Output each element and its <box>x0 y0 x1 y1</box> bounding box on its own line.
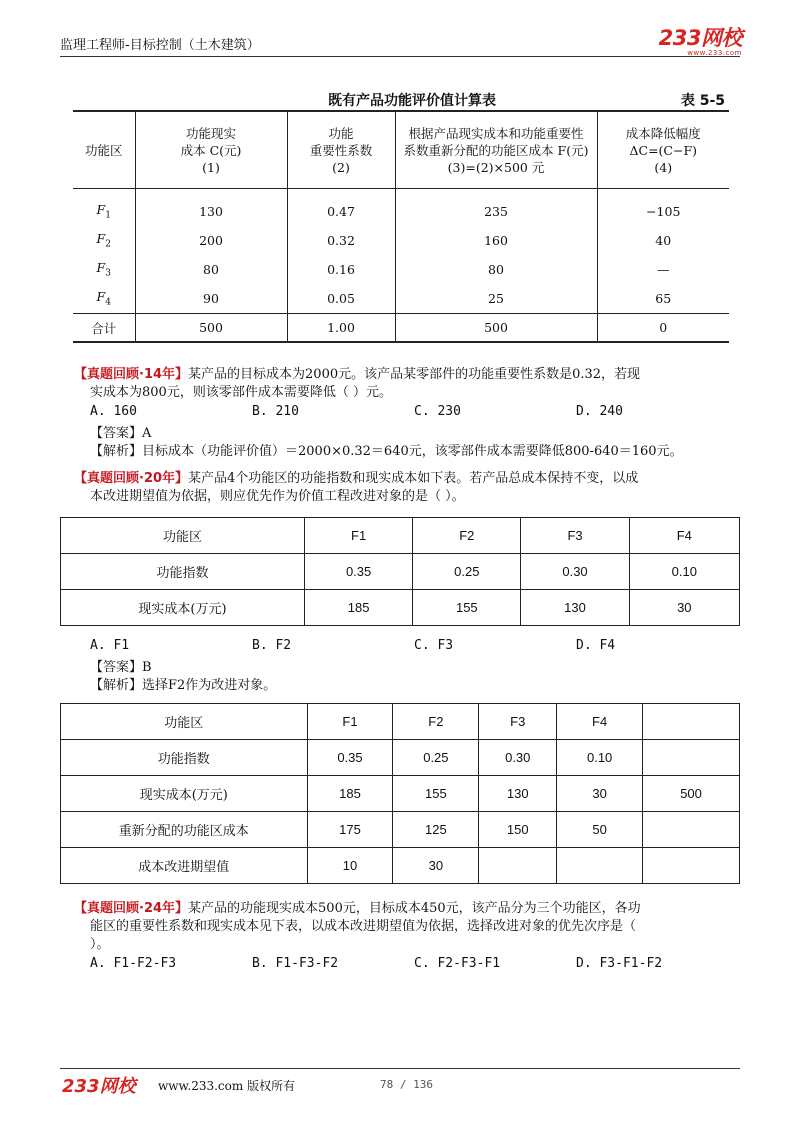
coefficient-cell: 0.47 <box>287 189 395 227</box>
table-cell: 130 <box>479 776 557 812</box>
table-row <box>61 590 740 626</box>
evaluation-table <box>73 110 729 343</box>
table-header-row <box>61 518 740 554</box>
coefficient-cell: 0.16 <box>287 255 395 284</box>
reallocated-cost-cell: 160 <box>395 226 597 255</box>
header-cell: F3 <box>521 518 629 554</box>
footer-logo: 233网校 <box>62 1076 136 1097</box>
header-cell: F4 <box>629 518 739 554</box>
coefficient-cell: 0.05 <box>287 284 395 314</box>
table-cell: 150 <box>479 812 557 848</box>
option-c: C. 230 <box>414 404 461 419</box>
option-a: A. F1-F2-F3 <box>90 956 177 971</box>
total-label: 合计 <box>73 314 135 343</box>
table-cell: 185 <box>307 776 393 812</box>
option-b: B. 210 <box>252 404 299 419</box>
reduction-cell: — <box>597 255 729 284</box>
table-header-row <box>61 704 740 740</box>
table-cell <box>643 740 740 776</box>
table-header-row <box>73 111 729 189</box>
coefficient-cell: 0.32 <box>287 226 395 255</box>
table-cell: 50 <box>557 812 643 848</box>
header-cell: F2 <box>393 704 479 740</box>
q20-solution-table <box>60 703 740 884</box>
header-cell: F4 <box>557 704 643 740</box>
header-cell: F1 <box>307 704 393 740</box>
question-tag: 【真题回顾·20年】 <box>74 471 189 486</box>
table-row <box>61 740 740 776</box>
function-area-cell: $F_1$ <box>96 202 111 221</box>
table-row <box>73 189 729 227</box>
table-cell: 30 <box>629 590 739 626</box>
option-a: A. 160 <box>90 404 137 419</box>
cost-cell: 200 <box>135 226 287 255</box>
table-cell: 0.30 <box>479 740 557 776</box>
cost-cell: 130 <box>135 189 287 227</box>
header-cell: 成本降低幅度 ΔC=(C−F) (4) <box>597 111 729 189</box>
table-cell <box>479 848 557 884</box>
scan-table-caption <box>73 84 729 110</box>
scanned-table-section <box>73 84 729 343</box>
row-label: 成本改进期望值 <box>61 848 308 884</box>
row-label: 重新分配的功能区成本 <box>61 812 308 848</box>
reallocated-cost-cell: 25 <box>395 284 597 314</box>
q20-analysis: 【解析】选择F2作为改进对象。 <box>90 678 277 693</box>
q14-answer: 【答案】A <box>90 426 152 441</box>
q20-answer: 【答案】B <box>90 660 152 675</box>
function-area-cell: $F_2$ <box>96 231 111 250</box>
table-cell: 0.35 <box>305 554 413 590</box>
table-row <box>73 284 729 314</box>
table-cell: 0.30 <box>521 554 629 590</box>
table-cell: 175 <box>307 812 393 848</box>
cost-cell: 90 <box>135 284 287 314</box>
q20-table <box>60 517 740 626</box>
row-label: 现实成本(万元) <box>61 776 308 812</box>
cost-cell: 500 <box>135 314 287 343</box>
footer-rule <box>60 1068 740 1069</box>
table-row <box>73 255 729 284</box>
option-d: D. 240 <box>576 404 623 419</box>
option-b: B. F1-F3-F2 <box>252 956 339 971</box>
q14-analysis: 【解析】目标成本（功能评价值）＝2000×0.32＝640元，该零部件成本需要降低800-640＝160元。 <box>90 444 683 459</box>
table-cell: 185 <box>305 590 413 626</box>
row-label: 功能指数 <box>61 554 305 590</box>
question-20: 【真题回顾·20年】某产品4个功能区的功能指数和现实成本如下表。若产品总成本保持不变，以成 本改进期望值为依据，则应优先作为价值工程改进对象的是（ ）。 <box>74 471 639 504</box>
option-b: B. F2 <box>252 638 292 653</box>
table-row <box>61 554 740 590</box>
header-cell: 根据产品现实成本和功能重要性 系数重新分配的功能区成本 F(元) (3)=(2)×500 元 <box>395 111 597 189</box>
row-label: 现实成本(万元) <box>61 590 305 626</box>
header-title: 监理工程师-目标控制（土木建筑） <box>60 38 260 53</box>
brand-logo <box>659 22 742 57</box>
reallocated-cost-cell: 500 <box>395 314 597 343</box>
table-total-row <box>73 314 729 343</box>
cost-cell: 80 <box>135 255 287 284</box>
header-cell: 功能现实 成本 C(元) (1) <box>135 111 287 189</box>
header-cell: 功能区 <box>61 518 305 554</box>
table-row <box>73 226 729 255</box>
table-cell: 10 <box>307 848 393 884</box>
table-row <box>61 776 740 812</box>
header-cell: 功能区 <box>73 111 135 189</box>
table-cell: 30 <box>393 848 479 884</box>
function-area-cell: $F_4$ <box>96 289 111 308</box>
table-cell: 0.25 <box>393 740 479 776</box>
header-rule <box>60 56 740 57</box>
header-cell: 功能区 <box>61 704 308 740</box>
table-cell: 125 <box>393 812 479 848</box>
table-cell: 500 <box>643 776 740 812</box>
table-cell: 30 <box>557 776 643 812</box>
table-cell: 0.10 <box>557 740 643 776</box>
option-c: C. F2-F3-F1 <box>414 956 501 971</box>
page-number: 78 / 136 <box>380 1078 433 1091</box>
table-cell: 130 <box>521 590 629 626</box>
logo-url: www.233.com <box>687 49 742 57</box>
footer-copyright: www.233.com 版权所有 <box>158 1079 296 1093</box>
option-d: D. F3-F1-F2 <box>576 956 663 971</box>
option-c: C. F3 <box>414 638 454 653</box>
table-cell <box>557 848 643 884</box>
header-cell <box>643 704 740 740</box>
header-cell: F1 <box>305 518 413 554</box>
table-row <box>61 848 740 884</box>
table-cell: 0.10 <box>629 554 739 590</box>
option-d: D. F4 <box>576 638 616 653</box>
reduction-cell: 65 <box>597 284 729 314</box>
reduction-cell: 40 <box>597 226 729 255</box>
question-24: 【真题回顾·24年】某产品的功能现实成本500元，目标成本450元，该产品分为三个功能区，各功 能区的重要性系数和现实成本见下表，以成本改进期望值为依据，选择改进对象的优先次序是（ ）。 <box>74 901 641 952</box>
question-14: 【真题回顾·14年】某产品的目标成本为2000元。该产品某零部件的功能重要性系数是0.32，若现 实成本为800元，则该零部件成本需要降低（ ）元。 <box>74 367 641 400</box>
coefficient-cell: 1.00 <box>287 314 395 343</box>
reduction-cell: 0 <box>597 314 729 343</box>
table-cell: 0.25 <box>413 554 521 590</box>
scan-table-title: 既有产品功能评价值计算表 <box>328 93 496 109</box>
table-cell <box>643 812 740 848</box>
logo-mark: 233网校 <box>658 26 742 50</box>
row-label: 功能指数 <box>61 740 308 776</box>
table-row <box>61 812 740 848</box>
table-cell: 0.35 <box>307 740 393 776</box>
header-cell: F3 <box>479 704 557 740</box>
table-cell <box>643 848 740 884</box>
scan-table-number: 表 5-5 <box>680 93 725 109</box>
reallocated-cost-cell: 80 <box>395 255 597 284</box>
header-cell: 功能 重要性系数 (2) <box>287 111 395 189</box>
header-cell: F2 <box>413 518 521 554</box>
reallocated-cost-cell: 235 <box>395 189 597 227</box>
reduction-cell: −105 <box>597 189 729 227</box>
table-cell: 155 <box>413 590 521 626</box>
question-tag: 【真题回顾·14年】 <box>74 367 189 382</box>
function-area-cell: $F_3$ <box>96 260 111 279</box>
option-a: A. F1 <box>90 638 130 653</box>
question-tag: 【真题回顾·24年】 <box>74 901 189 916</box>
table-cell: 155 <box>393 776 479 812</box>
